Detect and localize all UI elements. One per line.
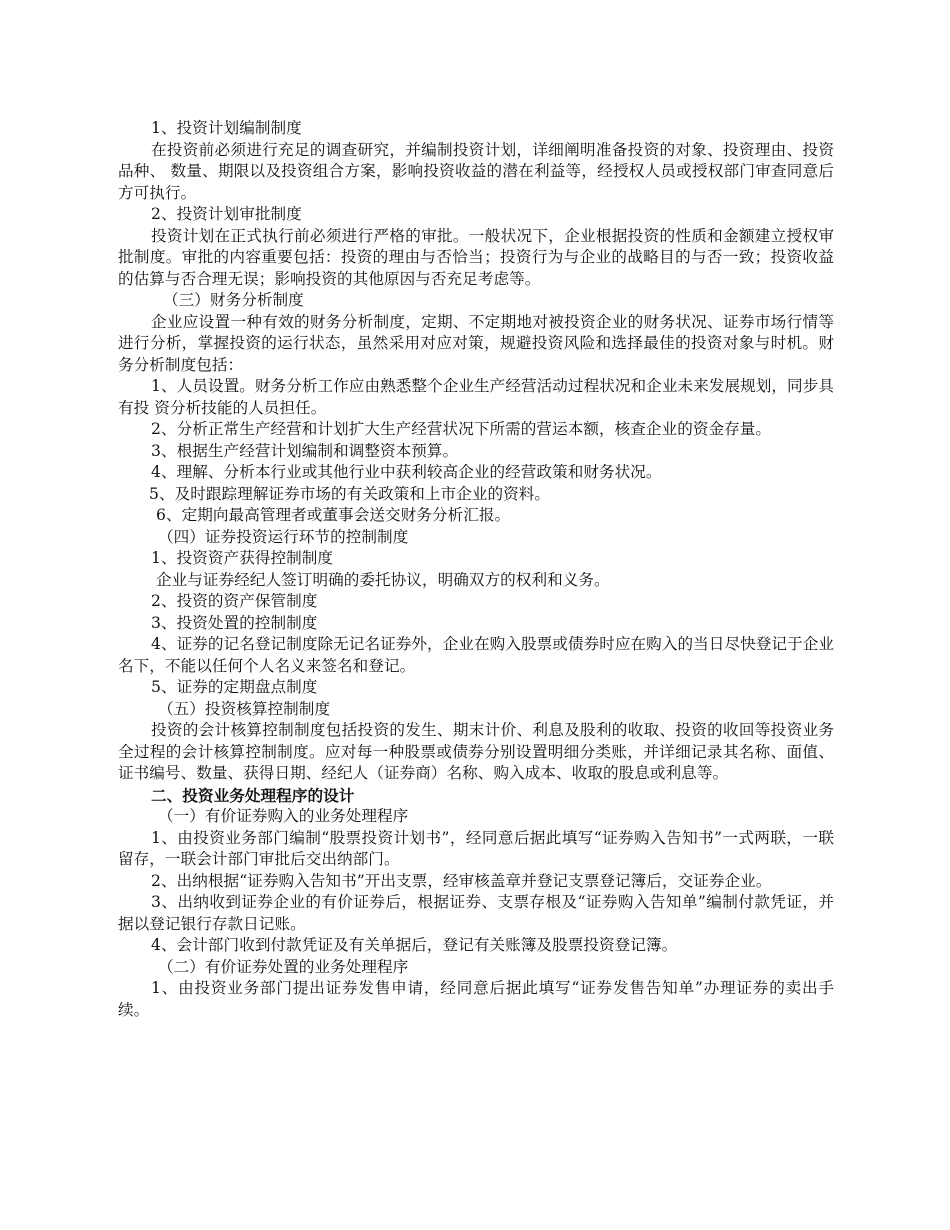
list-item: 3、根据生产经营计划编制和调整资本预算。	[151, 441, 459, 460]
list-item: 6、定期向最高管理者或董事会送交财务分析汇报。	[156, 506, 511, 524]
list-item: 5、及时跟踪理解证券市场的有关政策和上市企业的资料。	[149, 484, 551, 503]
body-paragraph: 投资的会计核算控制制度包括投资的发生、期末计价、利息及股利的收取、投资的收回等投资业务全过程的会计核算控制制度。应对每一种股票或债券分别设置明细分类账，并详细记录其名称、面值、证书编号、数量、获得日期、经纪人（证券商）名称、购入成本、收取的股息或利息等。	[118, 721, 834, 782]
list-item: 1、人员设置。财务分析工作应由熟悉整个企业生产经营活动过程状况和企业未来发展规划，同步具有投 资分析技能的人员担任。	[118, 377, 834, 417]
section-heading: （二）有价证券处置的业务处理程序	[158, 957, 409, 976]
section-heading: （三）财务分析制度	[163, 291, 304, 309]
chapter-heading: 二、投资业务处理程序的设计	[151, 785, 355, 805]
item-heading: 5、证券的定期盘点制度	[151, 678, 318, 696]
section-heading: （一）有价证券购入的业务处理程序	[158, 807, 409, 825]
body-paragraph: 4、证券的记名登记制度除无记名证券外，企业在购入股票或债券时应在购入的当日尽快登记于企业名下，不能以任何个人名义来签名和登记。	[118, 635, 834, 675]
body-paragraph: 企业与证券经纪人签订明确的委托协议，明确双方的权利和义务。	[156, 570, 610, 589]
list-item: 3、出纳收到证券企业的有价证券后，根据证券、支票存根及“证券购入告知单”编制付款凭证，并据以登记银行存款日记账。	[118, 893, 834, 933]
list-item: 2、出纳根据“证券购入告知书”开出支票，经审核盖章并登记支票登记簿后，交证券企业。	[151, 871, 772, 890]
item-heading: 1、投资计划编制制度	[151, 119, 302, 137]
list-item: 4、会计部门收到付款凭证及有关单据后，登记有关账簿及股票投资登记簿。	[151, 936, 678, 954]
item-heading: 2、投资计划审批制度	[151, 205, 302, 223]
item-heading: 2、投资的资产保管制度	[151, 592, 318, 610]
list-item: 1、由投资业务部门编制“股票投资计划书”，经同意后据此填写“证券购入告知书”一式两联，一联留存，一联会计部门审批后交出纳部门。	[118, 828, 834, 868]
item-heading: 1、投资资产获得控制制度	[151, 549, 334, 567]
list-item: 2、分析正常生产经营和计划扩大生产经营状况下所需的营运本额，核查企业的资金存量。	[151, 420, 772, 438]
item-heading: 3、投资处置的控制制度	[151, 613, 318, 632]
list-item: 4、理解、分析本行业或其他行业中获利较高企业的经营政策和财务状况。	[151, 463, 662, 481]
body-paragraph: 在投资前必须进行充足的调查研究，并编制投资计划，详细阐明准备投资的对象、投资理由、投资品种、 数量、期限以及投资组合方案，影响投资收益的潜在利益等，经授权人员或授权部门审查同意后方可执行。	[118, 140, 834, 202]
document-body	[118, 118, 834, 1021]
list-item: 1、由投资业务部门提出证券发售申请，经同意后据此填写“证券发售告知单”办理证券的卖出手续。	[118, 979, 834, 1019]
section-heading: （五）投资核算控制制度	[158, 699, 331, 718]
body-paragraph: 企业应设置一种有效的财务分析制度，定期、不定期地对被投资企业的财务状况、证券市场行情等进行分析，掌握投资的运行状态，虽然采用对应对策，规避投资风险和选择最佳的投资对象与时机。财务分析制度包括：	[118, 312, 834, 374]
section-heading: （四）证券投资运行环节的控制制度	[158, 527, 409, 546]
body-paragraph: 投资计划在正式执行前必须进行严格的审批。一般状况下，企业根据投资的性质和金额建立授权审批制度。审批的内容重要包括：投资的理由与否恰当；投资行为与企业的战略目的与否一致；投资收益的估算与否合理无误；影响投资的其他原因与否充足考虑等。	[118, 226, 834, 288]
